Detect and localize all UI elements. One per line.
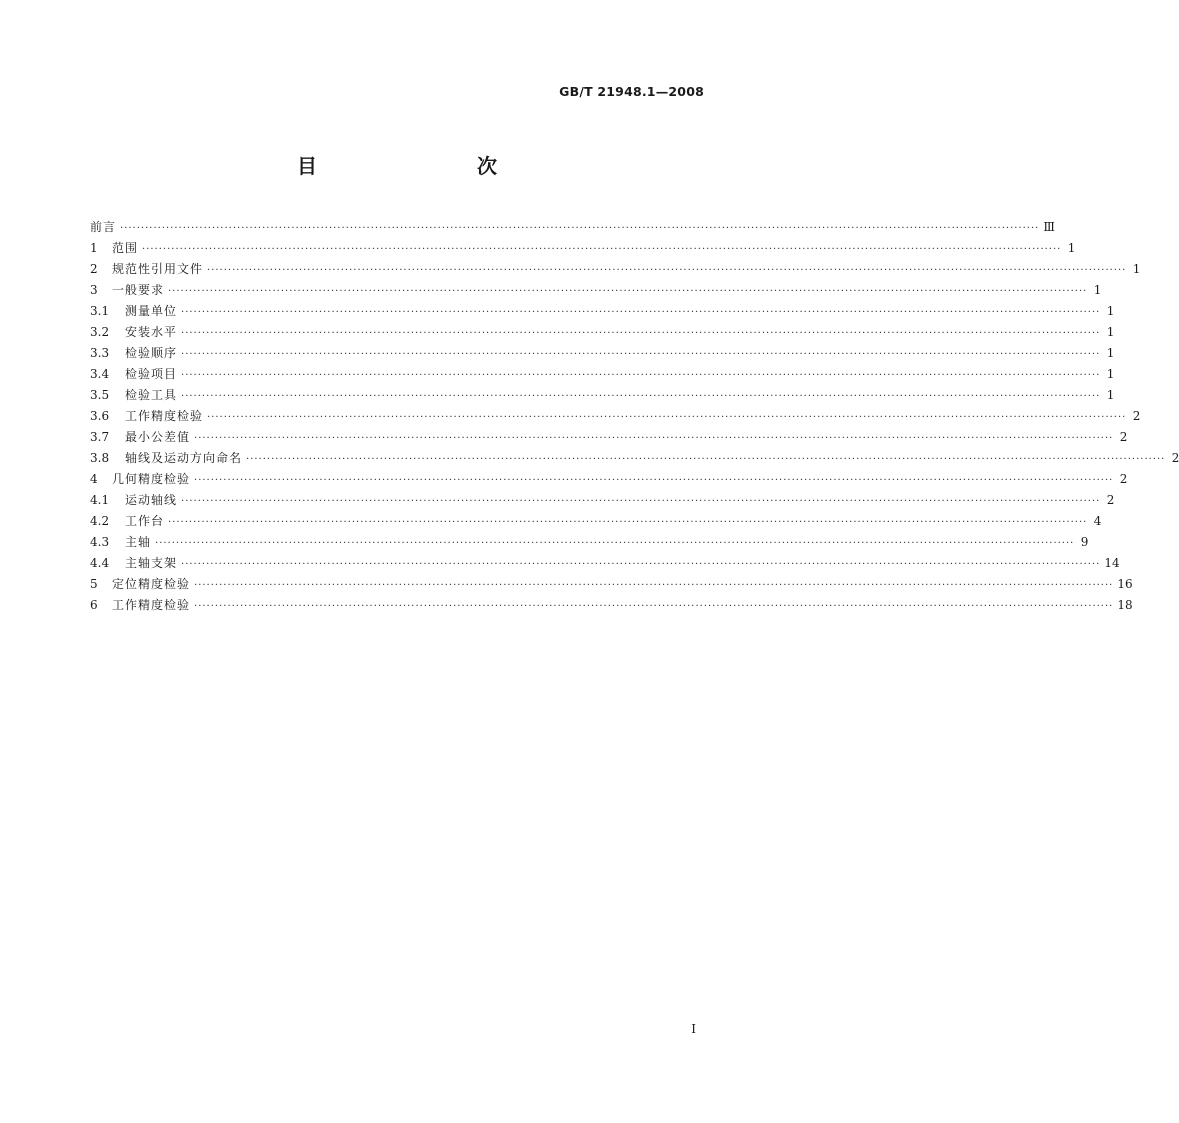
toc-entry-page: 1 [1132,262,1141,276]
toc-entry[interactable] [90,595,1133,616]
toc-entry[interactable] [90,280,1102,301]
toc-leader-dots: ···························································································································································································································· [181,349,1101,360]
toc-entry-label: 测量单位 [125,304,178,318]
toc-entry-page: 1 [1106,367,1115,381]
toc-entry[interactable] [90,343,1115,364]
toc-entry-number: 3.7 [90,430,110,444]
toc-entry-page: 1 [1106,325,1115,339]
toc-entry[interactable] [90,217,1055,238]
toc-entry-page: 9 [1080,535,1089,549]
toc-entry-label: 工作台 [125,514,165,528]
toc-entry-page: 1 [1093,283,1102,297]
toc-entry-number: 4.2 [90,514,110,528]
toc-entry-label: 定位精度检验 [112,577,191,591]
toc-entry-page: 2 [1132,409,1141,423]
toc-entry-page: 2 [1119,430,1128,444]
toc-entry[interactable] [90,574,1133,595]
toc-entry[interactable] [90,301,1115,322]
toc-entry[interactable] [90,322,1115,343]
toc-entry-label: 主轴支架 [125,556,178,570]
toc-entry-number: 4.4 [90,556,110,570]
toc-entry[interactable] [90,469,1128,490]
page-title: 目 次 [297,154,537,178]
toc-leader-dots: ···························································································································································································································· [120,223,1040,234]
toc-entry-label: 范围 [112,241,139,255]
toc-leader-dots: ···························································································································································································································· [246,454,1166,465]
toc-entry-page: 16 [1117,577,1133,591]
toc-entry-number: 1 [90,241,98,255]
toc-entry-label: 前言 [90,220,117,234]
toc-entry-label: 轴线及运动方向命名 [125,451,243,465]
toc-leader-dots: ···························································································································································································································· [181,307,1101,318]
toc-entry[interactable] [90,238,1076,259]
toc-entry-page: 2 [1106,493,1115,507]
toc-entry-label: 检验项目 [125,367,178,381]
toc-leader-dots: ···························································································································································································································· [142,244,1062,255]
toc-leader-dots: ···························································································································································································································· [181,370,1101,381]
toc-entry-number: 4.3 [90,535,110,549]
toc-entry-number: 3.3 [90,346,110,360]
toc-leader-dots: ···························································································································································································································· [194,580,1114,591]
toc-leader-dots: ···························································································································································································································· [181,391,1101,402]
toc-entry-number: 3.6 [90,409,110,423]
toc-entry[interactable] [90,553,1120,574]
toc-entry-page: 18 [1117,598,1133,612]
toc-entry[interactable] [90,511,1102,532]
toc-entry-label: 工作精度检验 [112,598,191,612]
toc-leader-dots: ···························································································································································································································· [207,412,1127,423]
toc-entry-number: 5 [90,577,98,591]
toc-entry-label: 最小公差值 [125,430,191,444]
toc-leader-dots: ···························································································································································································································· [194,433,1114,444]
toc-leader-dots: ···························································································································································································································· [181,328,1101,339]
toc-entry-label: 运动轴线 [125,493,178,507]
toc-entry[interactable] [90,532,1089,553]
toc-leader-dots: ···························································································································································································································· [168,517,1088,528]
toc-entry-number: 4 [90,472,98,486]
toc-entry[interactable] [90,406,1141,427]
toc-leader-dots: ···························································································································································································································· [181,559,1101,570]
toc-entry-label: 规范性引用文件 [112,262,204,276]
toc-entry-page: 2 [1171,451,1179,465]
toc-entry-page: 1 [1067,241,1076,255]
toc-entry-label: 检验顺序 [125,346,178,360]
toc-entry-label: 检验工具 [125,388,178,402]
toc-entry-page: 4 [1093,514,1102,528]
toc-entry-number: 3.8 [90,451,110,465]
toc-entry-page: 1 [1106,346,1115,360]
toc-entry-number: 2 [90,262,98,276]
toc-entry-number: 3.1 [90,304,110,318]
standard-code: GB/T 21948.1—2008 [559,84,704,99]
toc-leader-dots: ···························································································································································································································· [181,496,1101,507]
toc-leader-dots: ···························································································································································································································· [168,286,1088,297]
toc-entry-label: 一般要求 [112,283,165,297]
toc-entry[interactable] [90,259,1141,280]
toc-entry-page: 1 [1106,304,1115,318]
toc-entry[interactable] [90,385,1115,406]
toc-entry-number: 6 [90,598,98,612]
toc-entry[interactable] [90,448,1179,469]
toc-entry[interactable] [90,490,1115,511]
toc-leader-dots: ···························································································································································································································· [194,475,1114,486]
toc-entry-page: Ⅲ [1043,220,1055,234]
toc-entry-page: 14 [1104,556,1120,570]
toc-entry-number: 3 [90,283,98,297]
toc-entry[interactable] [90,364,1115,385]
toc-leader-dots: ···························································································································································································································· [155,538,1075,549]
toc-entry-label: 安装水平 [125,325,178,339]
page-number: I [691,1022,696,1036]
toc-entry-label: 工作精度检验 [125,409,204,423]
toc-leader-dots: ···························································································································································································································· [207,265,1127,276]
toc-entry-page: 1 [1106,388,1115,402]
toc-entry-number: 3.4 [90,367,110,381]
toc-entry-page: 2 [1119,472,1128,486]
toc-leader-dots: ···························································································································································································································· [194,601,1114,612]
toc-entry-label: 几何精度检验 [112,472,191,486]
toc-entry-label: 主轴 [125,535,152,549]
toc-entry[interactable] [90,427,1128,448]
toc-entry-number: 3.2 [90,325,110,339]
table-of-contents [90,217,1179,616]
toc-entry-number: 3.5 [90,388,110,402]
toc-entry-number: 4.1 [90,493,110,507]
